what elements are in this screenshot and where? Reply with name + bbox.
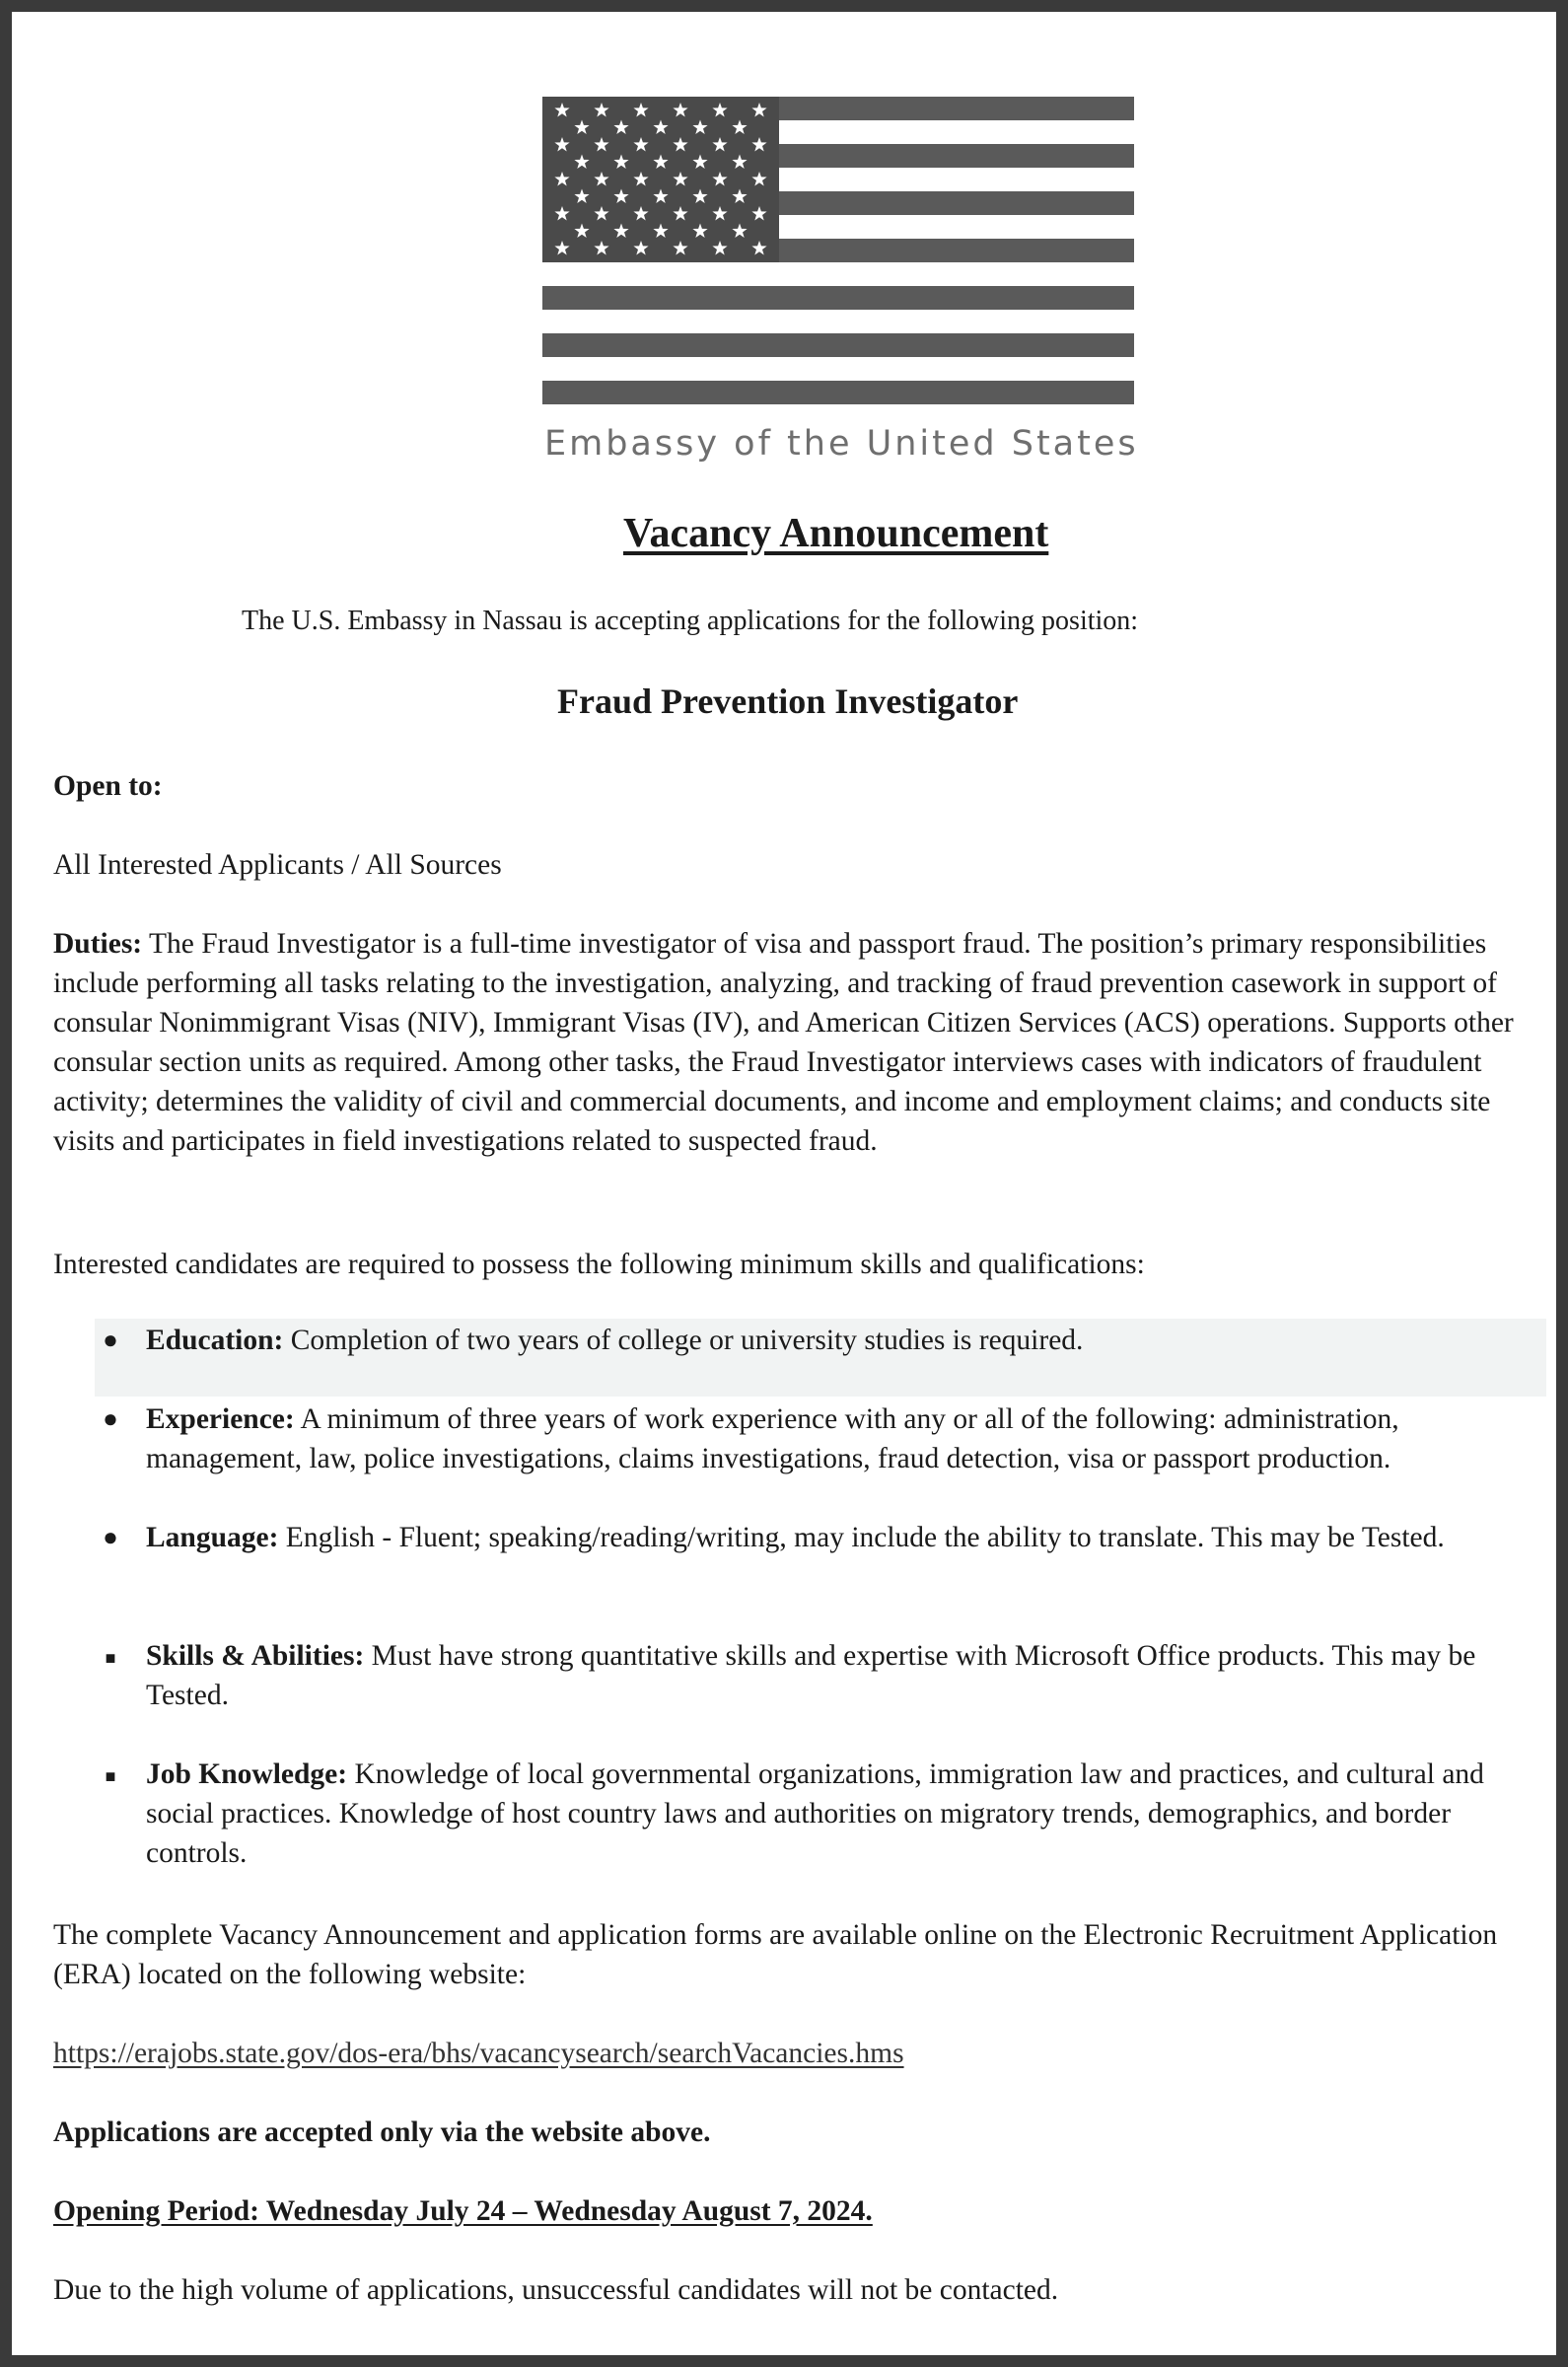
requirement-item-education — [103, 1321, 1546, 1360]
embassy-name: Embassy of the United States — [544, 424, 1139, 464]
flag-stripe — [542, 333, 1134, 357]
requirement-text: Completion of two years of college or university studies is required. — [283, 1325, 1084, 1356]
duties-paragraph — [53, 924, 1532, 1161]
requirements-intro: Interested candidates are required to possess the following minimum skills and qualifications: — [53, 1249, 1145, 1280]
bullet-square-icon: ■ — [105, 1766, 116, 1786]
requirement-text: A minimum of three years of work experience with any or all of the following: administration, management, law, police investigations, claims investigations, fraud detection, visa or passport production. — [146, 1403, 1399, 1474]
open-to-label: Open to: — [53, 770, 163, 802]
requirement-text: English - Fluent; speaking/reading/writing, may include the ability to translate. This may be Tested. — [278, 1522, 1445, 1553]
intro-text: The U.S. Embassy in Nassau is accepting applications for the following position: — [242, 606, 1139, 636]
requirement-label: Skills & Abilities: — [146, 1640, 365, 1672]
requirement-item-language — [103, 1518, 1546, 1557]
bullet-dot-icon: ● — [103, 1404, 118, 1433]
requirement-label: Language: — [146, 1522, 279, 1553]
flag-stripe — [542, 286, 1134, 310]
duties-text: The Fraud Investigator is a full-time investigator of visa and passport fraud. The position’s primary responsibilities include performing all tasks relating to the investigation, analyzing, and tracking of fraud prevention casework in support of consular Nonimmigrant Visas (NIV), Immigrant Visas (IV), and American Citizen Services (ACS) operations. Supports other consular section units as required. Among other tasks, the Fraud Investigator interviews cases with indicators of fraudulent activity; determines the validity of civil and commercial documents, and income and employment claims; and conducts site visits and participates in field investigations related to suspected fraud. — [53, 928, 1514, 1157]
requirement-item-skills — [105, 1636, 1546, 1715]
requirement-label: Experience: — [146, 1403, 295, 1435]
requirement-text: Knowledge of local governmental organizations, immigration law and practices, and cultural and social practices. Knowledge of host country laws and authorities on migratory trends, demographics, and border controls. — [146, 1758, 1484, 1869]
us-flag-logo — [542, 97, 1134, 408]
requirement-text: Must have strong quantitative skills and expertise with Microsoft Office products. This may be Tested. — [146, 1640, 1476, 1711]
era-text: The complete Vacancy Announcement and application forms are available online on the Electronic Recruitment Application (ERA) located on the following website: — [53, 1919, 1498, 1990]
position-title: Fraud Prevention Investigator — [557, 681, 1019, 721]
duties-label: Duties: — [53, 928, 143, 960]
applications-note: Applications are accepted only via the website above. — [53, 2116, 711, 2148]
requirement-item-job-knowledge — [105, 1755, 1546, 1873]
opening-period: Opening Period: Wednesday July 24 – Wednesday August 7, 2024. — [53, 2195, 873, 2227]
flag-stripe — [542, 381, 1134, 404]
page-title: Vacancy Announcement — [623, 511, 1049, 556]
closing-note: Due to the high volume of applications, unsuccessful candidates will not be contacted. — [53, 2274, 1059, 2306]
open-to-value: All Interested Applicants / All Sources — [53, 849, 502, 881]
era-website-link[interactable]: https://erajobs.state.gov/dos-era/bhs/vacancysearch/searchVacancies.hms — [53, 2038, 904, 2069]
requirement-label: Education: — [146, 1325, 284, 1356]
bullet-dot-icon: ● — [103, 1326, 118, 1354]
requirement-item-experience — [103, 1399, 1546, 1478]
requirement-label: Job Knowledge: — [146, 1758, 348, 1790]
vacancy-announcement-page — [12, 12, 1556, 2355]
bullet-square-icon: ■ — [105, 1648, 116, 1668]
bullet-dot-icon: ● — [103, 1523, 118, 1551]
